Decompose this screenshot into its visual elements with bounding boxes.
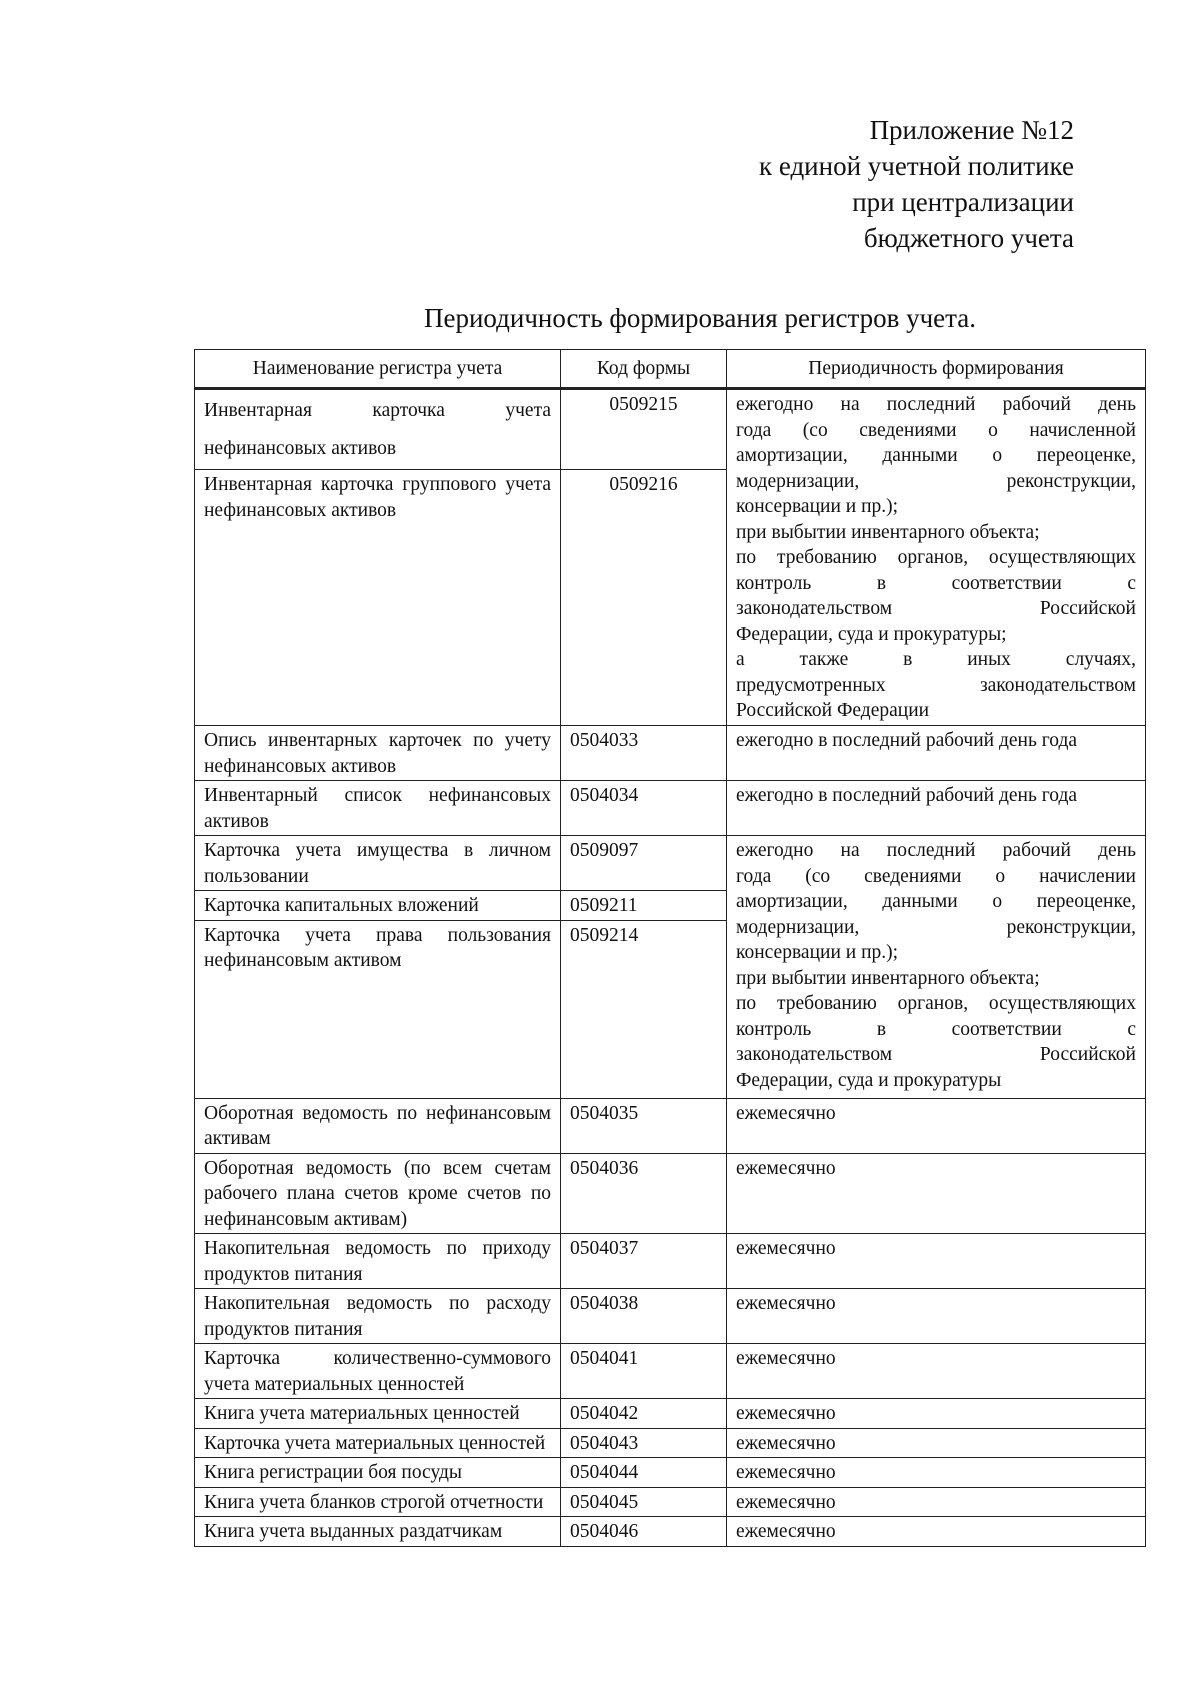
register-name: Накопительная ведомость по расходу продуктов питания	[195, 1289, 561, 1344]
periodicity-line: по требованию органов, осуществляющих	[736, 547, 1136, 568]
register-name: Карточка капитальных вложений	[195, 891, 561, 921]
register-name: Инвентарная карточка группового учета нефинансовых активов	[195, 470, 561, 726]
appendix-header	[654, 112, 1074, 256]
table-row	[195, 1153, 1146, 1234]
periodicity-line: ежегодно на последний рабочий день	[736, 840, 1136, 861]
table-row	[195, 836, 1146, 891]
periodicity-text: ежегодно в последний рабочий день года	[727, 781, 1146, 836]
form-code: 0504034	[561, 781, 727, 836]
periodicity-line: консервации и пр.);	[736, 942, 899, 963]
register-name: Инвентарная карточка учета нефинансовых активов	[195, 389, 561, 470]
header-register-name: Наименование регистра учета	[195, 350, 561, 389]
table-row	[195, 1399, 1146, 1429]
form-code: 0504035	[561, 1098, 727, 1153]
register-name: Книга учета бланков строгой отчетности	[195, 1487, 561, 1517]
register-name: Опись инвентарных карточек по учету нефинансовых активов	[195, 726, 561, 781]
header-form-code: Код формы	[561, 350, 727, 389]
table-header-row	[195, 350, 1146, 389]
periodicity-line: по требованию органов, осуществляющих	[736, 993, 1136, 1014]
form-code: 0504046	[561, 1517, 727, 1547]
register-name: Оборотная ведомость по нефинансовым активам	[195, 1098, 561, 1153]
form-code: 0504041	[561, 1344, 727, 1399]
form-code: 0504044	[561, 1458, 727, 1488]
table-row	[195, 1428, 1146, 1458]
table-row	[195, 1098, 1146, 1153]
table-row	[195, 781, 1146, 836]
periodicity-line: ежегодно на последний рабочий день	[736, 394, 1136, 415]
appendix-line-2: к единой учетной политике	[758, 151, 1074, 181]
registers-table	[194, 349, 1146, 1547]
periodicity-line: предусмотренных законодательством	[736, 674, 1136, 696]
table-row	[195, 1487, 1146, 1517]
register-name: Книга регистрации боя посуды	[195, 1458, 561, 1488]
register-name: Книга учета выданных раздатчикам	[195, 1517, 561, 1547]
form-code: 0504045	[561, 1487, 727, 1517]
table-row	[195, 1344, 1146, 1399]
form-code: 0504042	[561, 1399, 727, 1429]
periodicity-text: ежемесячно	[727, 1098, 1146, 1153]
appendix-line-1: Приложение №12	[869, 115, 1074, 145]
periodicity-line: Российской Федерации	[736, 700, 930, 721]
form-code: 0504036	[561, 1153, 727, 1234]
table-row	[195, 1458, 1146, 1488]
register-name: Книга учета материальных ценностей	[195, 1399, 561, 1429]
periodicity-line: Федерации, суда и прокуратуры	[736, 1069, 1002, 1091]
form-code: 0509216	[561, 470, 727, 726]
periodicity-text: ежемесячно	[727, 1344, 1146, 1399]
register-name: Карточка учета права пользования нефинансовым активом	[195, 920, 561, 1098]
periodicity-text: ежемесячно	[727, 1153, 1146, 1234]
periodicity-text	[727, 836, 1146, 1099]
periodicity-line: года (со сведениями о начисленной	[736, 419, 1136, 441]
form-code: 0509214	[561, 920, 727, 1098]
periodicity-line: при выбытии инвентарного объекта;	[736, 967, 1040, 989]
periodicity-text: ежемесячно	[727, 1234, 1146, 1289]
register-name: Накопительная ведомость по приходу продуктов питания	[195, 1234, 561, 1289]
register-name: Оборотная ведомость (по всем счетам рабочего плана счетов кроме счетов по нефинансовым активам)	[195, 1153, 561, 1234]
periodicity-line: модернизации, реконструкции,	[736, 916, 1136, 938]
periodicity-line: модернизации, реконструкции,	[736, 470, 1136, 492]
form-code: 0504043	[561, 1428, 727, 1458]
periodicity-text: ежемесячно	[727, 1487, 1146, 1517]
periodicity-line: законодательством Российской	[736, 1044, 1136, 1065]
periodicity-text: ежемесячно	[727, 1517, 1146, 1547]
form-code: 0504037	[561, 1234, 727, 1289]
periodicity-text: ежемесячно	[727, 1289, 1146, 1344]
periodicity-text: ежегодно в последний рабочий день года	[727, 726, 1146, 781]
form-code: 0509211	[561, 891, 727, 921]
periodicity-line: амортизации, данными о переоценке,	[736, 891, 1136, 912]
table-row	[195, 389, 1146, 470]
form-code: 0509097	[561, 836, 727, 891]
periodicity-line: консервации и пр.);	[736, 496, 899, 517]
table-row	[195, 1289, 1146, 1344]
table-row	[195, 1234, 1146, 1289]
document-title: Периодичность формирования регистров учета.	[424, 303, 976, 333]
periodicity-line: амортизации, данными о переоценке,	[736, 445, 1136, 466]
form-code: 0504038	[561, 1289, 727, 1344]
register-name: Карточка учета материальных ценностей	[195, 1428, 561, 1458]
header-periodicity: Периодичность формирования	[727, 350, 1146, 389]
appendix-line-4: бюджетного учета	[863, 223, 1074, 253]
table-row	[195, 1517, 1146, 1547]
periodicity-line: контроль в соответствии с	[736, 572, 1136, 594]
periodicity-line: а также в иных случаях,	[736, 649, 1136, 670]
form-code: 0509215	[561, 389, 727, 470]
periodicity-text: ежемесячно	[727, 1428, 1146, 1458]
table-row	[195, 726, 1146, 781]
appendix-line-3: при централизации	[852, 187, 1074, 217]
register-name: Инвентарный список нефинансовых активов	[195, 781, 561, 836]
periodicity-text: ежемесячно	[727, 1399, 1146, 1429]
periodicity-line: при выбытии инвентарного объекта;	[736, 521, 1040, 543]
periodicity-line: контроль в соответствии с	[736, 1018, 1136, 1040]
periodicity-line: года (со сведениями о начислении	[736, 865, 1136, 887]
periodicity-text: ежемесячно	[727, 1458, 1146, 1488]
form-code: 0504033	[561, 726, 727, 781]
periodicity-line: законодательством Российской	[736, 598, 1136, 619]
periodicity-line: Федерации, суда и прокуратуры;	[736, 623, 1007, 645]
register-name: Карточка количественно-суммового учета материальных ценностей	[195, 1344, 561, 1399]
register-name: Карточка учета имущества в личном пользовании	[195, 836, 561, 891]
periodicity-text	[727, 389, 1146, 726]
